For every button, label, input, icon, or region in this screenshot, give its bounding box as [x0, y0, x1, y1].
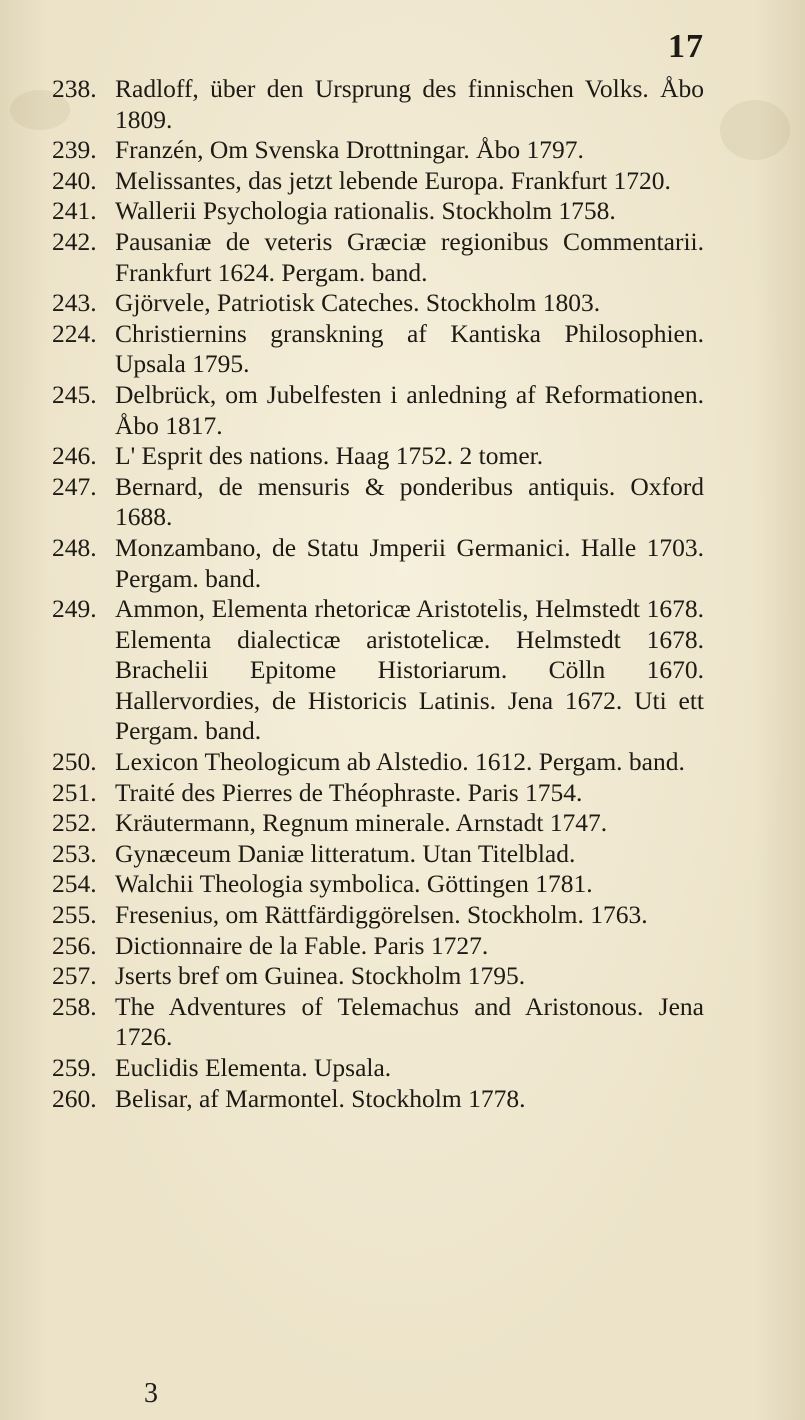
entry-number: 255. — [52, 900, 97, 930]
entry-text: Monzambano, de Statu Jmperii Germanici. Halle 1703. Pergam. band. — [115, 532, 704, 593]
entry-text: Walchii Theologia symbolica. Göttingen 1781. — [115, 869, 593, 899]
catalogue-entry — [52, 380, 704, 441]
paper-stain — [720, 100, 790, 160]
entry-text: Franzén, Om Svenska Drottningar. Åbo 1797. — [115, 135, 584, 165]
entry-text: Euclidis Elementa. Upsala. — [115, 1053, 392, 1082]
entry-number: 248. — [52, 532, 97, 562]
entry-text: Pausaniæ de veteris Græciæ regionibus Commentarii. Frankfurt 1624. Pergam. band. — [115, 226, 704, 287]
catalogue-entry — [52, 594, 704, 747]
catalogue-entry — [52, 196, 704, 227]
entry-number: 224. — [52, 318, 97, 348]
catalogue-entry — [52, 869, 704, 900]
entry-text: Fresenius, om Rättfärdiggörelsen. Stockholm. 1763. — [115, 900, 648, 930]
catalogue-entry — [52, 319, 704, 380]
entry-text: Belisar, af Marmontel. Stockholm 1778. — [115, 1083, 526, 1113]
catalogue-entry — [52, 1084, 704, 1115]
signature-mark: 3 — [144, 1378, 158, 1409]
catalogue-entry — [52, 900, 704, 931]
entry-text: Ammon, Elementa rhetoricæ Aristotelis, Helmstedt 1678. Elementa dialecticæ aristotelicæ. Helmstedt 1678. Brachelii Epitome Historiarum. Cölln 1670. Hallervordies, de Historicis Latinis. Jena 1672. Uti ett Pergam. band. — [115, 594, 704, 746]
entry-number: 246. — [52, 441, 97, 471]
catalogue-entry — [52, 747, 704, 778]
entry-number: 247. — [52, 471, 97, 501]
catalogue-entry — [52, 227, 704, 288]
entry-text: Wallerii Psychologia rationalis. Stockholm 1758. — [115, 196, 616, 226]
catalogue-entry — [52, 839, 704, 870]
entry-number: 252. — [52, 808, 97, 838]
entry-number: 257. — [52, 961, 97, 991]
catalogue-entry — [52, 931, 704, 962]
entry-text: Delbrück, om Jubelfesten i anledning af Reformationen. Åbo 1817. — [115, 379, 704, 440]
entry-text: Gynæceum Daniæ litteratum. Utan Titelblad. — [115, 838, 576, 868]
entry-number: 243. — [52, 288, 97, 318]
catalogue-entry — [52, 992, 704, 1053]
entry-text: Dictionnaire de la Fable. Paris 1727. — [115, 930, 489, 960]
entry-number: 258. — [52, 991, 97, 1021]
entry-number: 242. — [52, 226, 97, 256]
entry-number: 260. — [52, 1083, 97, 1113]
entry-text: Bernard, de mensuris & ponderibus antiquis. Oxford 1688. — [115, 471, 704, 532]
entry-text: Christiernins granskning af Kantiska Philosophien. Upsala 1795. — [115, 318, 704, 379]
catalogue-entry-list — [52, 74, 704, 1114]
catalogue-entry — [52, 74, 704, 135]
entry-text: Traité des Pierres de Théophraste. Paris 1754. — [115, 777, 583, 807]
entry-number: 238. — [52, 74, 97, 103]
entry-number: 254. — [52, 869, 97, 899]
entry-text: Kräutermann, Regnum minerale. Arnstadt 1747. — [115, 808, 608, 838]
catalogue-entry — [52, 961, 704, 992]
entry-number: 240. — [52, 165, 97, 195]
catalogue-entry — [52, 166, 704, 197]
entry-number: 249. — [52, 594, 97, 624]
catalogue-entry — [52, 778, 704, 809]
entry-text: Radloff, über den Ursprung des finnischen Volks. Åbo 1809. — [115, 74, 704, 134]
catalogue-entry — [52, 533, 704, 594]
page-number: 17 — [668, 28, 704, 65]
entry-text: L' Esprit des nations. Haag 1752. 2 tomer. — [115, 441, 544, 471]
entry-number: 253. — [52, 838, 97, 868]
catalogue-entry — [52, 808, 704, 839]
entry-text: Melissantes, das jetzt lebende Europa. Frankfurt 1720. — [115, 165, 671, 195]
entry-text: Lexicon Theologicum ab Alstedio. 1612. Pergam. band. — [115, 747, 685, 777]
entry-number: 250. — [52, 747, 97, 777]
entry-number: 241. — [52, 196, 97, 226]
catalogue-entry — [52, 472, 704, 533]
catalogue-entry — [52, 135, 704, 166]
catalogue-entry — [52, 1053, 704, 1084]
catalogue-entry — [52, 441, 704, 472]
entry-text: Gjörvele, Patriotisk Cateches. Stockholm 1803. — [115, 288, 601, 318]
entry-number: 251. — [52, 777, 97, 807]
catalogue-entry — [52, 288, 704, 319]
entry-number: 256. — [52, 930, 97, 960]
entry-number: 245. — [52, 379, 97, 409]
entry-number: 259. — [52, 1053, 97, 1082]
entry-text: The Adventures of Telemachus and Aristonous. Jena 1726. — [115, 991, 704, 1052]
entry-text: Jserts bref om Guinea. Stockholm 1795. — [115, 961, 526, 991]
entry-number: 239. — [52, 135, 97, 165]
